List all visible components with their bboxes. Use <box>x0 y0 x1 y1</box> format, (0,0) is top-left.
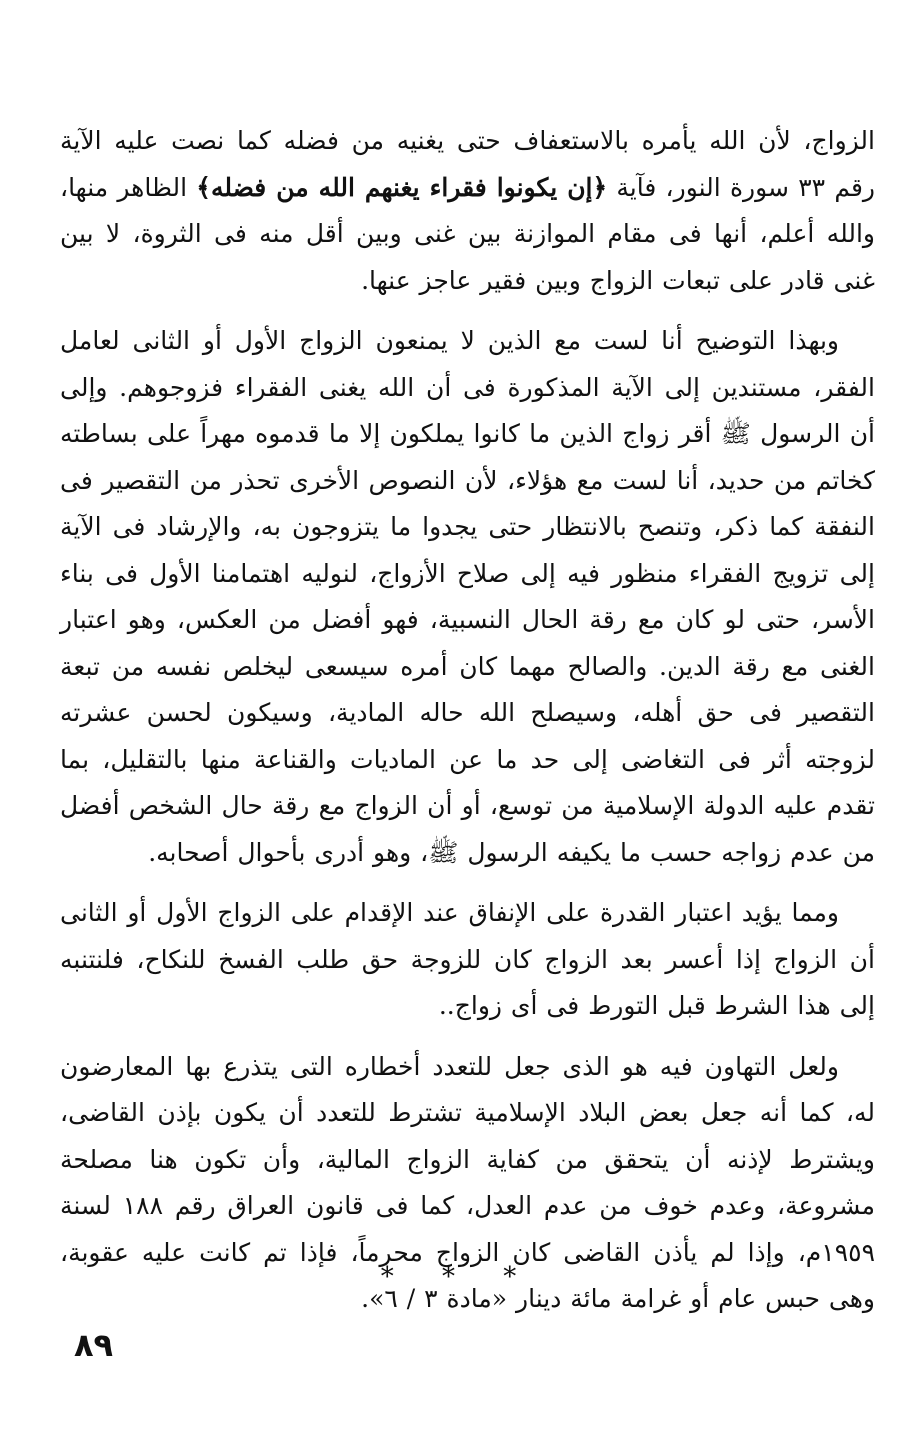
section-separator <box>0 1262 897 1292</box>
paragraph-3: ومما يؤيد اعتبار القدرة على الإنفاق عند الإقدام على الزواج الأول أو الثانى أن الزواج إذا أعسر بعد الزواج كان للزوجة حق طلب الفسخ للنكاح، فلنتنبه إلى هذا الشرط قبل التورط فى أى زواج.. <box>60 898 875 1020</box>
paragraph-4: ولعل التهاون فيه هو الذى جعل للتعدد أخطاره التى يتذرع بها المعارضون له، كما أنه جعل بعض البلاد الإسلامية تشترط للتعدد أن يكون بإذن القاضى، ويشترط لإذنه أن يتحقق من كفاية الزواج المالية، وأن تكون هنا مصلحة مشروعة، وعدم خوف من عدم العدل، كما فى قانون العراق رقم ١٨٨ لسنة ١٩٥٩م، وإذا لم يأذن القاضى كان الزواج محرماً، فإذا تم كانت عليه عقوبة، وهى حبس عام أو غرامة مائة دينار «مادة ٣ / ٦». <box>60 1051 875 1313</box>
quran-verse: ﴿إن يكونوا فقراء يغنهم الله من فضله﴾ <box>196 172 608 202</box>
paragraph-1-part-1: الزواج، لأن الله يأمره بالاستعفاف حتى يغنيه من فضله كما نصت عليه الآية رقم ٣٣ سورة النور، فآية <box>60 126 875 202</box>
paragraph-1-part-2: الظاهر منها، والله أعلم، أنها فى مقام الموازنة بين غنى وبين أقل منه فى الثروة، لا بين غنى قادر على تبعات الزواج وبين فقير عاجز عنها. <box>60 172 875 295</box>
page-body <box>60 118 875 1323</box>
separator-asterisk: * <box>380 1262 394 1292</box>
paragraph-2: وبهذا التوضيح أنا لست مع الذين لا يمنعون الزواج الأول أو الثانى لعامل الفقر، مستندين إلى الآية المذكورة فى أن الله يغنى الفقراء فزوجوهم. وإلى أن الرسول ﷺ أقر زواج الذين ما كانوا يملكون إلا ما قدموه مهراً على بساطته كخاتم من حديد، أنا لست مع هؤلاء، لأن النصوص الأخرى تحذر من التقصير فى النفقة كما ذكر، وتنصح بالانتظار حتى يجدوا ما يتزوجون به، والإرشاد فى الآية إلى تزويج الفقراء منظور فيه إلى صلاح الأزواج، لنوليه اهتمامنا الأول فى بناء الأسر، حتى لو كان مع رقة الحال النسبية، فهو أفضل من العكس، وهو اعتبار الغنى مع رقة الدين. والصالح مهما كان أمره سيسعى ليخلص نفسه من تبعة التقصير فى حق أهله، وسيصلح الله حاله المادية، وسيكون لحسن عشرته لزوجته أثر فى التغاضى إلى حد ما عن الماديات والقناعة منها بالتقليل، بما تقدم عليه الدولة الإسلامية من توسع، أو أن الزواج مع رقة حال الشخص أفضل من عدم زواجه حسب ما يكيفه الرسول ﷺ، وهو أدرى بأحوال أصحابه. <box>60 326 875 867</box>
separator-asterisk: * <box>442 1262 455 1292</box>
page-number: ٨٩ <box>74 1326 114 1364</box>
separator-asterisk: * <box>503 1262 517 1292</box>
paragraph-1 <box>60 118 875 304</box>
